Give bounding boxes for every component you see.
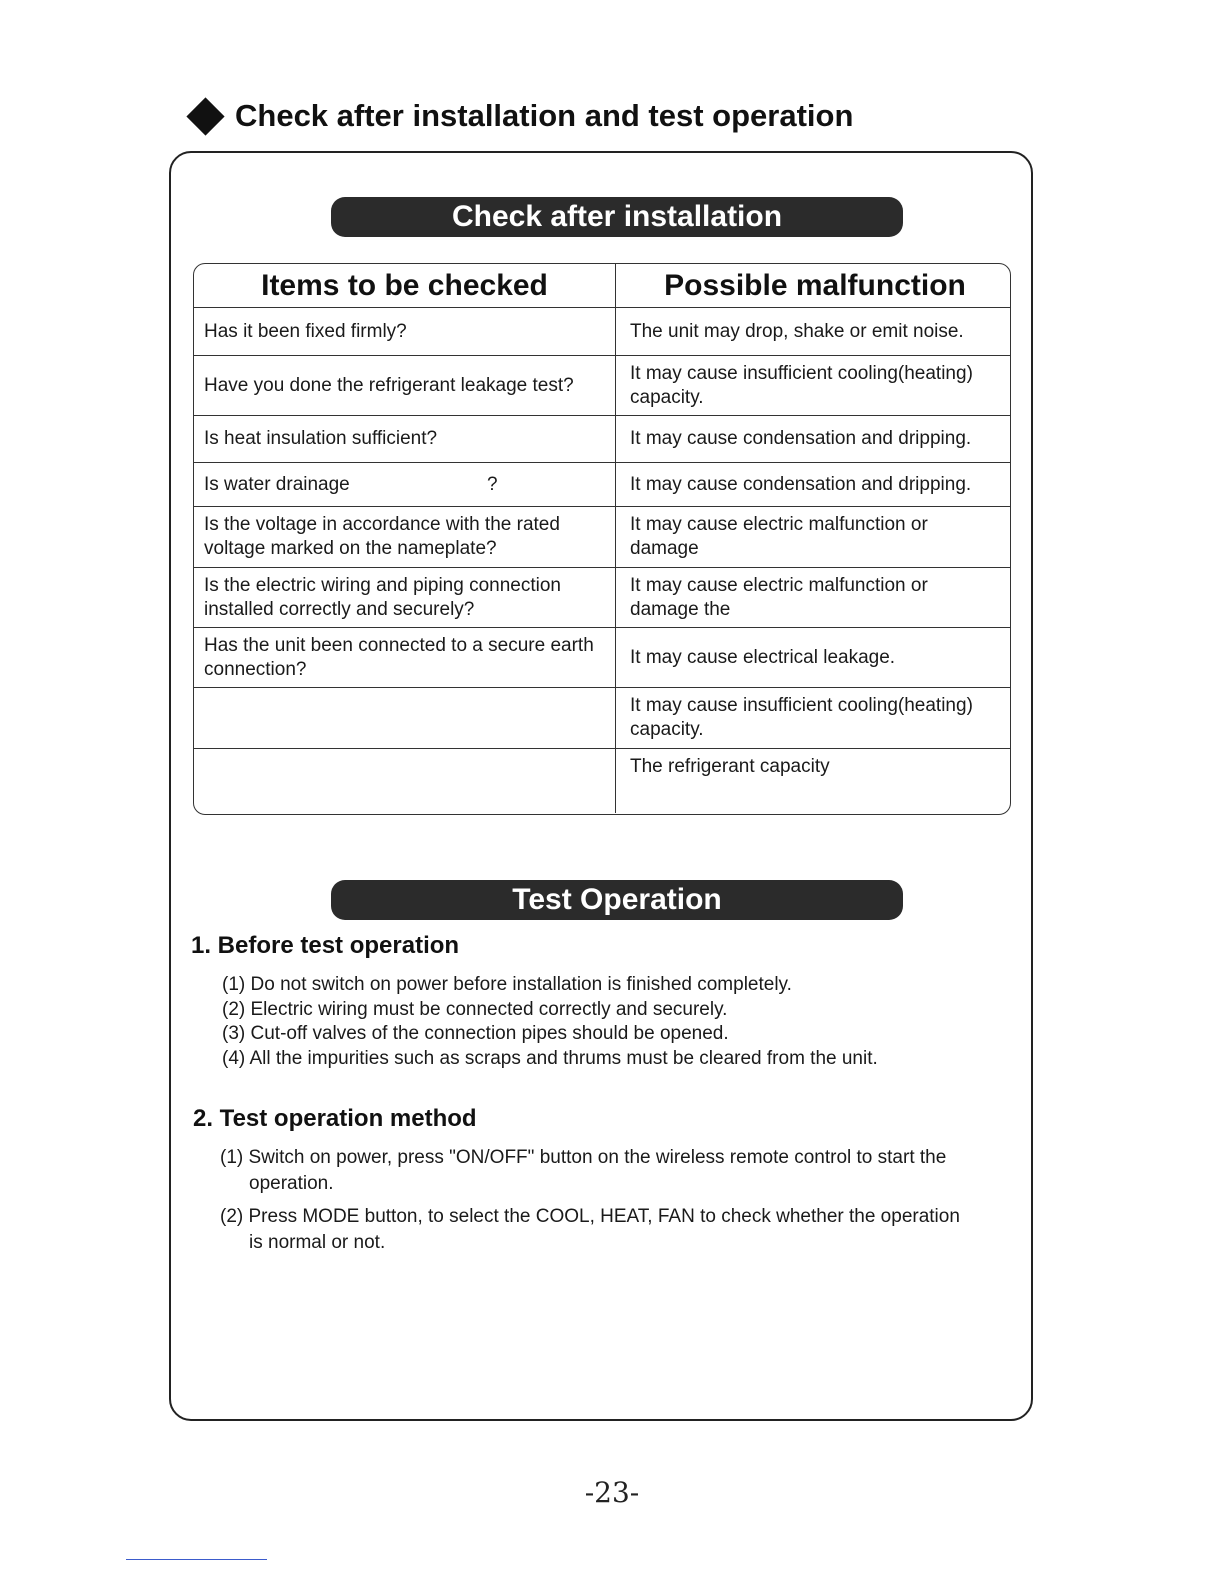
malfunction-text: It may cause condensation and dripping. xyxy=(630,428,972,449)
check-section-title: Check after installation xyxy=(331,197,903,237)
table-row xyxy=(194,749,1010,813)
malfunction-text: It may cause electrical leakage. xyxy=(630,646,896,668)
page-heading xyxy=(184,98,853,134)
test-method-list xyxy=(220,1145,1032,1263)
check-item: Have you done the refrigerant leakage test? xyxy=(194,356,616,415)
page-title: Check after installation and test operation xyxy=(235,98,854,133)
malfunction-text: It may cause insufficient cooling(heating) capacity. xyxy=(630,362,973,408)
table-row xyxy=(194,688,1010,749)
column-header-items: Items to be checked xyxy=(194,264,616,307)
test-section-title: Test Operation xyxy=(331,880,903,920)
list-item xyxy=(220,1145,1032,1197)
malfunction-text: It may cause insufficient cooling(heating) capacity. xyxy=(630,695,973,740)
diamond-bullet-icon xyxy=(186,97,224,135)
column-header-malfunction: Possible malfunction xyxy=(664,268,966,302)
check-item: Is the electric wiring and piping connection installed correctly and securely? xyxy=(194,568,616,627)
table-row xyxy=(194,507,1010,568)
check-item: Is the voltage in accordance with the rated voltage marked on the nameplate? xyxy=(194,507,616,567)
check-item xyxy=(194,688,616,748)
check-item: Has the unit been connected to a secure earth connection? xyxy=(194,628,616,687)
list-item: (4) All the impurities such as scraps and thrums must be cleared from the unit. xyxy=(222,1048,878,1070)
before-test-heading: 1. Before test operation xyxy=(191,932,460,959)
page-number: -23- xyxy=(584,1476,640,1509)
check-item: Has it been fixed firmly? xyxy=(194,308,616,355)
check-table xyxy=(193,263,1011,815)
list-item: (3) Cut-off valves of the connection pipes should be opened. xyxy=(222,1023,729,1045)
table-row xyxy=(194,463,1010,507)
list-item-line: (2) Press MODE button, to select the COOL, HEAT, FAN to check whether the operation xyxy=(220,1206,960,1227)
list-item-line: (1) Switch on power, press "ON/OFF" button on the wireless remote control to start the xyxy=(220,1147,947,1168)
malfunction-text: The refrigerant capacity xyxy=(630,756,830,777)
table-row xyxy=(194,416,1010,463)
table-row xyxy=(194,356,1010,416)
table-row xyxy=(194,308,1010,356)
table-row xyxy=(194,568,1010,628)
table-row xyxy=(194,628,1010,688)
list-item-continuation: is normal or not. xyxy=(249,1232,386,1253)
list-item xyxy=(220,1204,1032,1256)
malfunction-text: The unit may drop, shake or emit noise. xyxy=(630,320,964,342)
check-item xyxy=(194,749,616,813)
malfunction-text: It may cause electric malfunction or damage the xyxy=(630,574,928,620)
before-test-list xyxy=(222,973,878,1072)
malfunction-text: It may cause electric malfunction or damage xyxy=(630,514,928,559)
list-item-continuation: operation. xyxy=(249,1173,334,1194)
footer-rule xyxy=(126,1559,267,1560)
test-method-heading: 2. Test operation method xyxy=(193,1105,477,1132)
check-item: Is water drainage ? xyxy=(194,463,616,506)
check-item: Is heat insulation sufficient? xyxy=(194,416,616,462)
list-item: (1) Do not switch on power before installation is finished completely. xyxy=(222,974,792,995)
list-item: (2) Electric wiring must be connected correctly and securely. xyxy=(222,998,728,1020)
table-header-row xyxy=(194,264,1010,308)
malfunction-text: It may cause condensation and dripping. xyxy=(630,473,972,495)
